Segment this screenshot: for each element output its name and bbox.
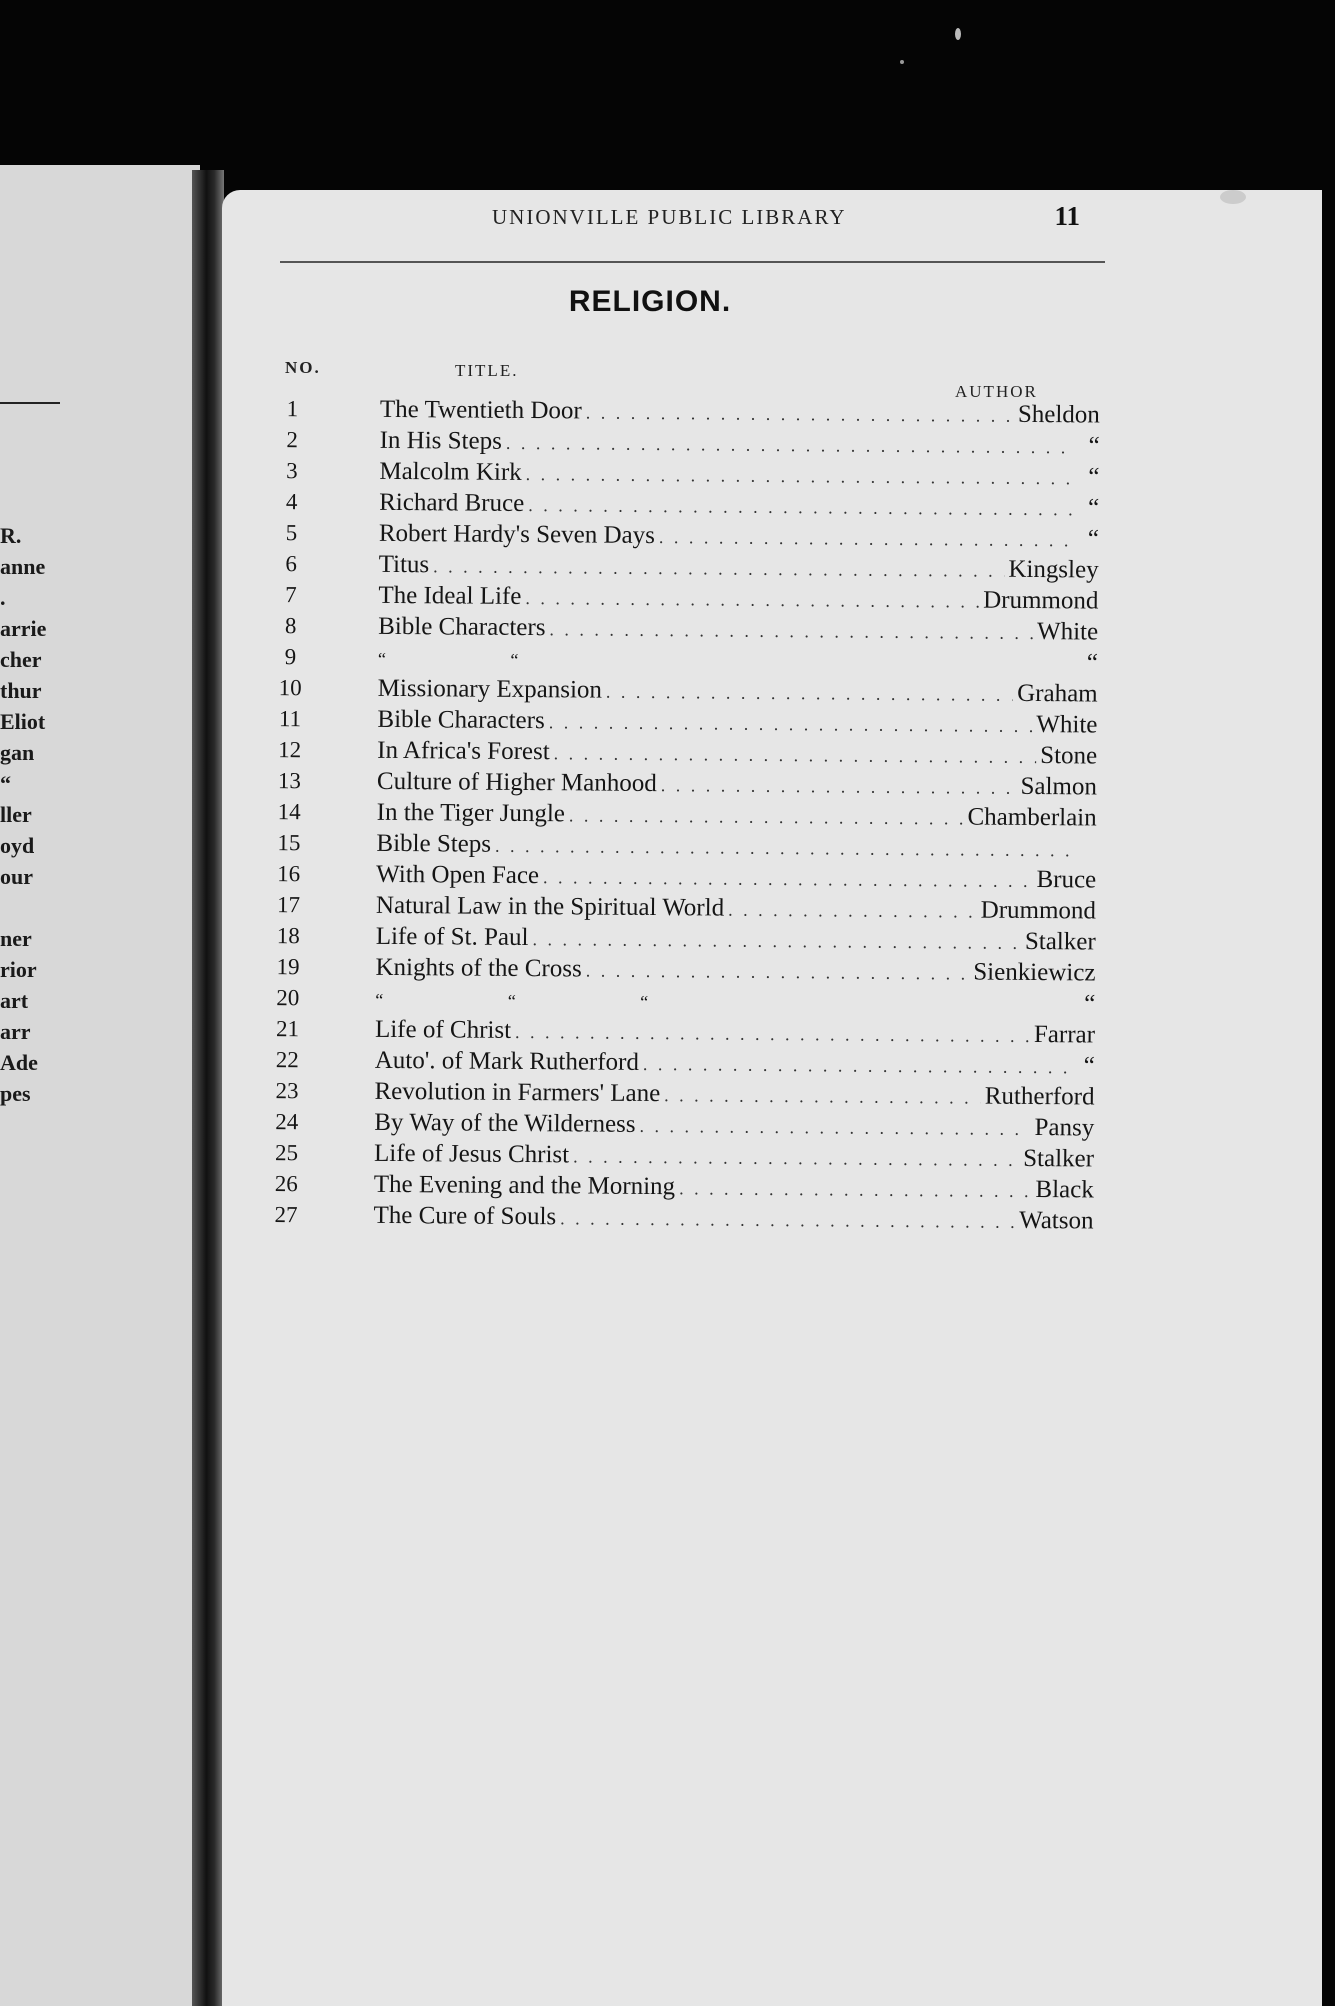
dot-leader — [543, 867, 1033, 892]
left-fragment: Ade — [0, 1050, 38, 1075]
entry-number: 21 — [275, 1016, 300, 1042]
left-page-fragments — [0, 520, 200, 1109]
entry-author: White — [1036, 618, 1099, 646]
entry-author: “ — [1088, 463, 1100, 491]
left-fragment: ner — [0, 926, 32, 951]
entry-number: 6 — [285, 551, 298, 577]
entry-title: Bible Characters — [378, 612, 546, 642]
entry-number: 8 — [284, 613, 297, 639]
dust-speck — [1220, 190, 1246, 204]
left-fragment: “ — [0, 771, 11, 796]
left-fragment — [0, 892, 200, 923]
dust-speck — [900, 60, 904, 64]
dot-leader — [659, 527, 1075, 551]
dot-leader — [506, 433, 1076, 458]
entry-title: Bible Characters — [377, 705, 545, 735]
entry-author: Bruce — [1036, 866, 1097, 894]
entry-author: “ — [1083, 1052, 1095, 1080]
entry-title: By Way of the Wilderness — [374, 1108, 636, 1138]
column-header-title: TITLE. — [455, 361, 519, 380]
entry-number: 27 — [274, 1202, 298, 1228]
dot-leader — [495, 836, 1073, 862]
catalog-list — [263, 395, 1100, 1238]
left-fragment: rior — [0, 957, 37, 982]
left-fragment: art — [0, 988, 29, 1013]
entry-title: Robert Hardy's Seven Days — [378, 519, 655, 550]
left-fragment: pes — [0, 1081, 31, 1106]
entry-number: 26 — [274, 1171, 298, 1197]
left-fragment: cher — [0, 647, 42, 672]
entry-number: 10 — [278, 675, 302, 701]
entry-author: Black — [1035, 1176, 1094, 1204]
entry-author: Sheldon — [1017, 400, 1100, 429]
dot-leader — [586, 402, 1014, 426]
dot-leader — [525, 588, 979, 613]
column-header-author: AUTHOR — [955, 382, 1038, 401]
dot-leader — [573, 1146, 1019, 1171]
entry-title: With Open Face — [376, 860, 540, 890]
entry-author: Rutherford — [984, 1082, 1095, 1111]
entry-number: 14 — [277, 799, 301, 825]
entry-number: 11 — [278, 706, 302, 732]
dot-leader — [639, 1116, 1030, 1140]
entry-author: Chamberlain — [967, 803, 1097, 832]
entry-title: The Twentieth Door — [379, 395, 582, 425]
entry-title: Knights of the Cross — [375, 953, 582, 983]
entry-title: The Ideal Life — [378, 581, 522, 610]
left-fragment: anne — [0, 554, 46, 579]
entry-number: 25 — [274, 1140, 299, 1166]
entry-title: The Evening and the Morning — [373, 1170, 676, 1201]
entry-author: White — [1036, 711, 1098, 739]
entry-number: 2 — [286, 427, 298, 453]
entry-title: Malcolm Kirk — [379, 457, 522, 486]
dot-leader — [643, 1054, 1071, 1078]
dot-leader — [560, 1208, 1015, 1233]
entry-title: Auto'. of Mark Rutherford — [374, 1046, 640, 1076]
left-facing-page — [0, 165, 200, 2006]
running-head — [270, 201, 1100, 245]
header-rule — [280, 261, 1105, 263]
dot-leader — [549, 619, 1033, 644]
left-fragment: thur — [0, 678, 42, 703]
entry-number: 19 — [276, 954, 300, 980]
dot-leader — [606, 682, 1013, 706]
entry-author: Kingsley — [1008, 555, 1099, 584]
entry-author: Salmon — [1020, 772, 1098, 801]
dot-leader — [554, 743, 1037, 768]
left-fragment: our — [0, 864, 33, 889]
entry-author: Pansy — [1034, 1114, 1095, 1142]
left-fragment: . — [0, 585, 6, 610]
entry-number: 22 — [275, 1047, 299, 1073]
entry-title: “ “ — [377, 648, 579, 671]
entry-author: Farrar — [1033, 1021, 1096, 1049]
entry-number: 13 — [277, 768, 302, 794]
entry-title: Richard Bruce — [379, 488, 525, 517]
entry-author: Stalker — [1024, 927, 1096, 956]
entry-title: In Africa's Forest — [377, 736, 550, 766]
entry-number: 4 — [285, 489, 298, 515]
entry-number: 18 — [276, 923, 300, 949]
entry-number: 23 — [275, 1078, 299, 1104]
entry-number: 7 — [285, 582, 297, 608]
entry-author: Stalker — [1023, 1144, 1095, 1173]
entry-author: Sienkiewicz — [973, 958, 1096, 987]
entry-title: Life of Jesus Christ — [373, 1139, 570, 1169]
entry-author: “ — [1086, 649, 1099, 677]
left-fragment: ller — [0, 802, 32, 827]
entry-title: The Cure of Souls — [373, 1201, 557, 1231]
entry-title: Life of St. Paul — [375, 922, 529, 952]
entry-title: “ “ “ — [375, 989, 709, 1013]
dot-leader — [569, 805, 964, 829]
left-fragment: gan — [0, 740, 35, 765]
entry-title: Revolution in Farmers' Lane — [374, 1077, 661, 1108]
entry-title: In His Steps — [379, 426, 502, 455]
dust-speck — [955, 28, 961, 40]
entry-title: Natural Law in the Spiritual World — [375, 891, 725, 922]
entry-title: Life of Christ — [374, 1015, 512, 1044]
entry-number: 12 — [278, 737, 302, 763]
entry-author: Watson — [1019, 1206, 1094, 1235]
entry-author: “ — [1088, 432, 1100, 460]
dot-leader — [515, 1022, 1030, 1047]
dot-leader — [728, 900, 977, 923]
entry-number: 5 — [285, 520, 298, 546]
dot-leader — [528, 495, 1075, 520]
entry-number: 9 — [284, 644, 297, 670]
column-header-no: NO. — [285, 358, 321, 377]
left-fragment: R. — [0, 523, 22, 548]
entry-author: Drummond — [980, 896, 1097, 925]
catalog-row — [263, 1201, 1093, 1239]
dot-leader — [549, 712, 1033, 737]
left-fragment: arr — [0, 1019, 31, 1044]
entry-title: Missionary Expansion — [377, 674, 603, 704]
entry-title: Bible Steps — [376, 829, 492, 858]
left-fragment: oyd — [0, 833, 35, 858]
dot-leader — [661, 775, 1017, 799]
entry-number: 16 — [277, 861, 301, 887]
entry-author: “ — [1084, 990, 1096, 1018]
dot-leader — [679, 1178, 1031, 1202]
entry-title: Titus — [378, 550, 430, 579]
entry-number: 17 — [276, 892, 301, 918]
left-fragment: Eliot — [0, 709, 46, 734]
dot-leader — [532, 929, 1021, 954]
entry-author: Drummond — [983, 586, 1099, 615]
left-page-rule — [0, 402, 60, 404]
entry-author: Graham — [1017, 679, 1098, 708]
dot-leader — [526, 464, 1076, 489]
entry-author: “ — [1087, 525, 1100, 553]
dot-leader — [433, 556, 1004, 581]
dot-leader — [664, 1085, 981, 1108]
page-number: 11 — [1054, 201, 1080, 231]
entry-number: 3 — [286, 458, 298, 484]
entry-number: 24 — [275, 1109, 299, 1135]
entry-number: 15 — [277, 830, 301, 856]
entry-author: “ — [1087, 494, 1100, 522]
entry-number: 1 — [286, 396, 299, 422]
entry-title: Culture of Higher Manhood — [376, 767, 657, 798]
entry-author: Stone — [1040, 742, 1098, 770]
left-fragment: arrie — [0, 616, 47, 641]
library-name: UNIONVILLE PUBLIC LIBRARY — [492, 205, 847, 229]
book-gutter — [192, 170, 224, 2006]
section-title: RELIGION. — [568, 285, 732, 318]
entry-title: In the Tiger Jungle — [376, 798, 566, 828]
entry-number: 20 — [276, 985, 300, 1011]
dot-leader — [586, 960, 970, 984]
